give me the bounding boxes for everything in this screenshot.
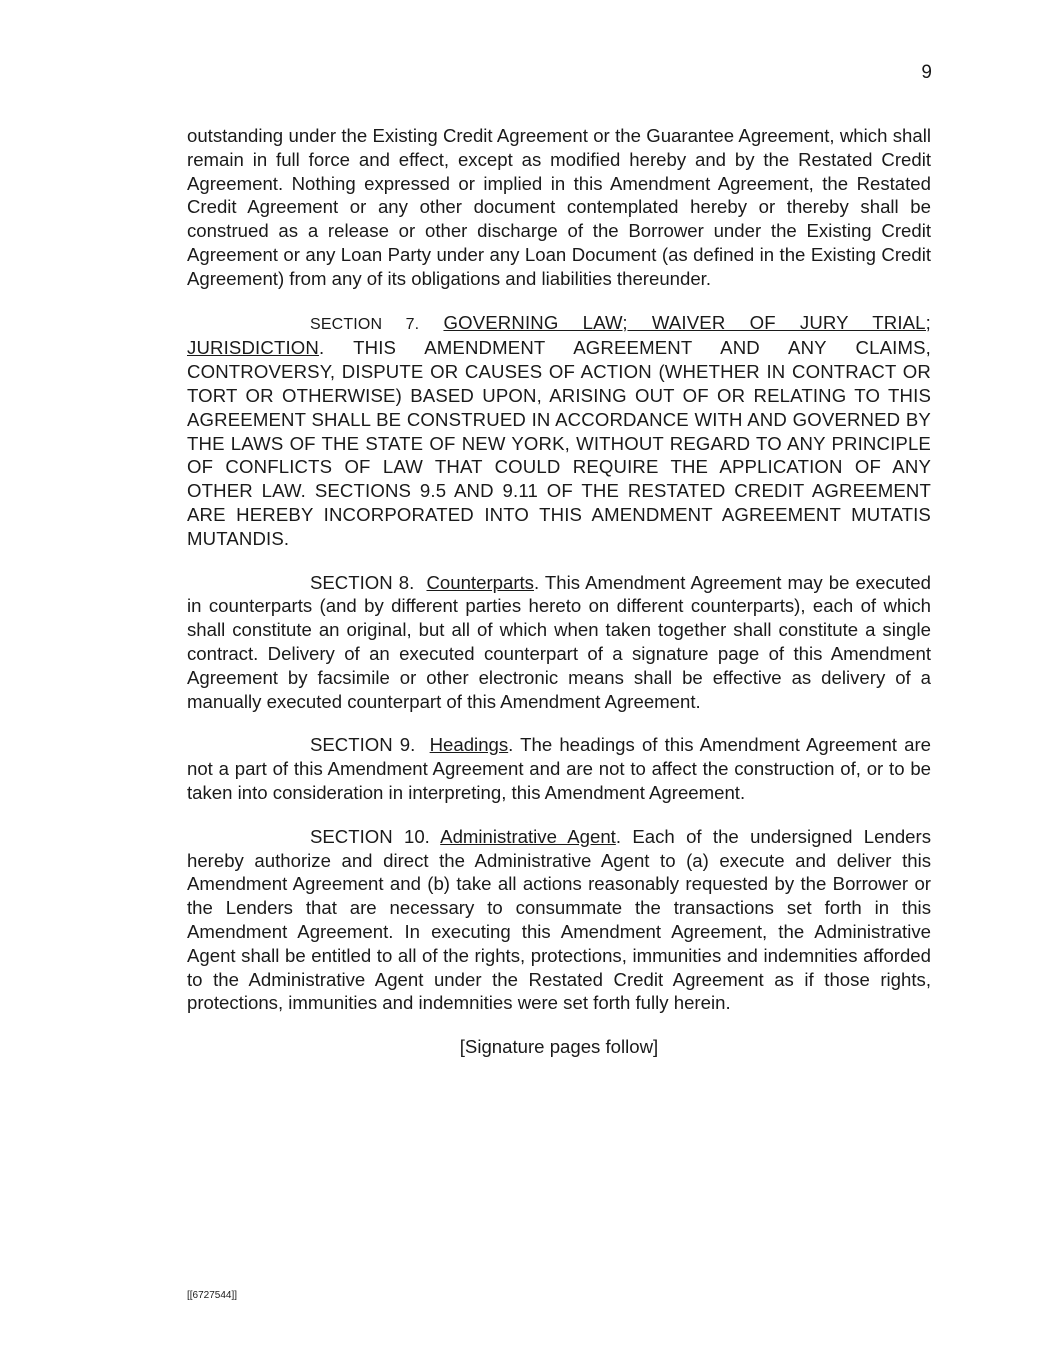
- document-body: [187, 124, 931, 1059]
- section-9: [187, 733, 931, 804]
- page-number: 9: [921, 62, 932, 83]
- section-7-label: SECTION 7.: [310, 315, 420, 333]
- section-7-body: . THIS AMENDMENT AGREEMENT AND ANY CLAIMS, CONTROVERSY, DISPUTE OR CAUSES OF ACTION (WHETHER IN CONTRACT OR TORT OR OTHERWISE) BASED UPON, ARISING OUT OF OR RELATING TO THIS AGREEMENT SHALL BE CONSTRUED IN ACCORDANCE WITH AND GOVERNED BY THE LAWS OF THE STATE OF NEW YORK, WITHOUT REGARD TO ANY PRINCIPLE OF CONFLICTS OF LAW THAT COULD REQUIRE THE APPLICATION OF ANY OTHER LAW. SECTIONS 9.5 AND 9.11 OF THE RESTATED CREDIT AGREEMENT ARE HEREBY INCORPORATED INTO THIS AMENDMENT AGREEMENT MUTATIS MUTANDIS.: [187, 337, 931, 549]
- section-8: [187, 571, 931, 714]
- section-8-label: SECTION 8.: [310, 571, 415, 593]
- footer-document-id: [[6727544]]: [187, 1290, 238, 1301]
- section-8-heading: Counterparts: [426, 571, 534, 593]
- section-9-heading: Headings: [429, 734, 509, 756]
- section-9-body: . The headings of this Amendment Agreement are not a part of this Amendment Agreement and are not to affect the construction of, or to be taken into consideration in interpreting, this Amendment Agreement.: [187, 734, 931, 803]
- section-9-label: SECTION 9.: [310, 734, 416, 756]
- section-7: [187, 311, 931, 551]
- section-10-label: SECTION 10.: [310, 825, 430, 847]
- paragraph-continuation: outstanding under the Existing Credit Agreement or the Guarantee Agreement, which shall remain in full force and effect, except as modified hereby and by the Restated Credit Agreement. Nothing expressed or implied in this Amendment Agreement, the Restated Credit Agreement or any other document contemplated hereby or thereby shall be construed as a release or other discharge of the Borrower under the Existing Credit Agreement or any Loan Party under any Loan Document (as defined in the Existing Credit Agreement) from any of its obligations and liabilities thereunder.: [187, 125, 931, 289]
- section-10: [187, 825, 931, 1015]
- section-10-heading: Administrative Agent: [440, 825, 616, 847]
- section-7-heading: GOVERNING LAW; WAIVER OF JURY TRIAL; JURISDICTION: [187, 311, 931, 359]
- section-8-body: . This Amendment Agreement may be executed in counterparts (and by different parties hereto on different counterparts), each of which shall constitute an original, but all of which when taken together shall constitute a single contract. Delivery of an executed counterpart of a signature page of this Amendment Agreement by facsimile or other electronic means shall be effective as delivery of a manually executed counterpart of this Amendment Agreement.: [187, 571, 931, 712]
- signature-pages-note: [Signature pages follow]: [459, 1036, 659, 1058]
- section-10-body: . Each of the undersigned Lenders hereby authorize and direct the Administrative Agent to (a) execute and deliver this Amendment Agreement and (b) take all actions reasonably requested by the Borrower or the Lenders that are necessary to consummate the transactions set forth in this Amendment Agreement. In executing this Amendment Agreement, the Administrative Agent shall be entitled to all of the rights, protections, immunities and indemnities afforded to the Administrative Agent under the Restated Credit Agreement as if those rights, protections, immunities and indemnities were set forth fully herein.: [187, 825, 931, 1014]
